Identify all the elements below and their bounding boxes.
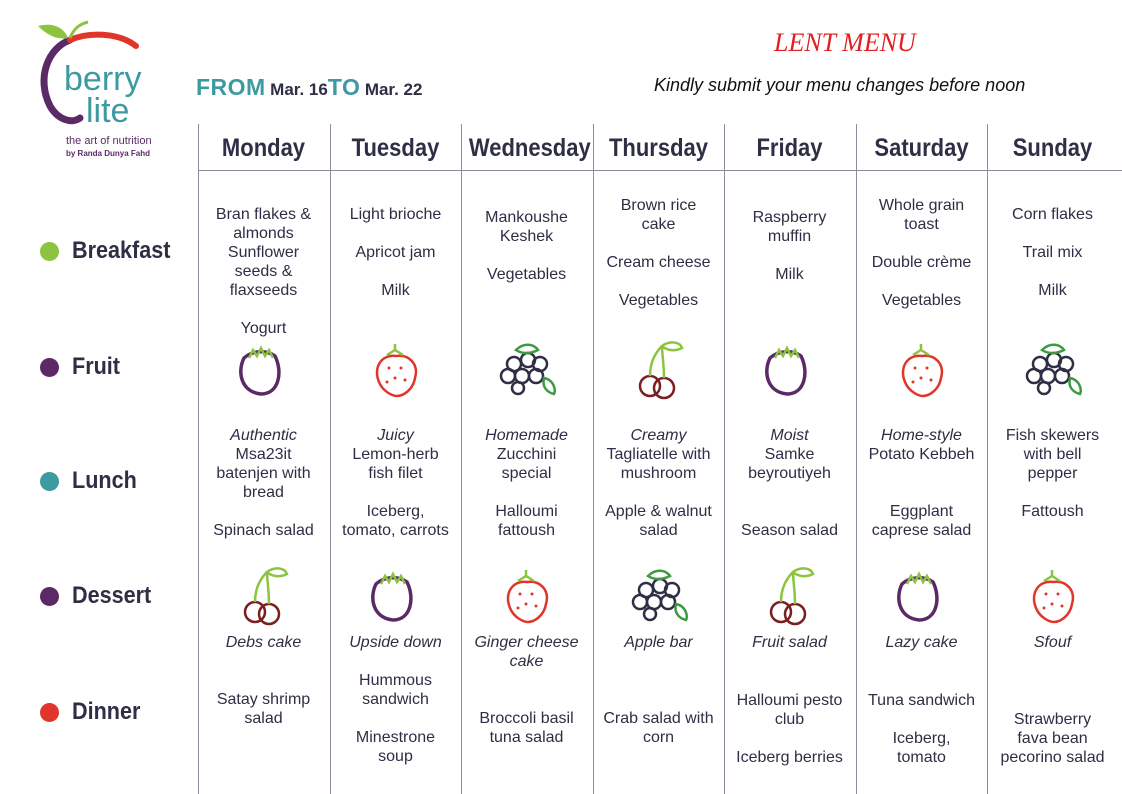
brand-name-top: berry [64, 60, 142, 98]
dinner-cell-thursday: Crab salad with corn [603, 710, 714, 746]
breakfast-cell-tuesday: Light brioche Apricot jam Milk [349, 206, 442, 299]
row-label-dessert: Dessert [40, 581, 160, 611]
breakfast-cell-saturday: Whole grain toast Double crème Vegetables [871, 197, 972, 309]
grapes-icon [494, 338, 560, 404]
strawberry-icon [494, 564, 560, 630]
strawberry-icon [1020, 564, 1086, 630]
dessert-cell-monday: Debs cake [225, 634, 302, 651]
breakfast-cell-wednesday: Mankoushe Keshek Vegetables [485, 209, 568, 283]
dessert-cell-thursday: Apple bar [624, 634, 693, 651]
fig-icon [889, 564, 955, 630]
grapes-icon [626, 564, 692, 630]
header-divider [198, 170, 1122, 171]
fig-icon [757, 338, 823, 404]
dinner-cell-saturday: Tuna sandwich Iceberg, tomato [867, 692, 976, 766]
fig-icon [231, 338, 297, 404]
to-label: TO [327, 74, 361, 100]
from-label: FROM [196, 74, 266, 100]
cherry-icon [757, 564, 823, 630]
day-header-saturday: Saturday [874, 134, 969, 162]
date-range [196, 74, 422, 101]
lunch-cell-sunday: Fish skewers with bell pepper Fattoush [1005, 427, 1100, 520]
row-label-lunch: Lunch [40, 466, 144, 496]
menu-title: LENT MENU [774, 28, 916, 57]
lunch-cell-tuesday: Juicy Lemon-herb fish filet Iceberg, tomato, carrots [342, 427, 449, 539]
lunch-cell-friday: Moist Samke beyroutiyeh Season salad [741, 427, 838, 539]
cherry-icon [626, 338, 692, 404]
dinner-cell-sunday: Strawberry fava bean pecorino salad [1000, 711, 1105, 766]
strawberry-icon [889, 338, 955, 404]
day-header-thursday: Thursday [608, 134, 709, 162]
day-header-tuesday: Tuesday [351, 134, 440, 162]
day-header-wednesday: Wednesday [468, 134, 591, 162]
dessert-cell-wednesday: Ginger cheese cake [474, 634, 579, 670]
from-date: Mar. 16 [270, 80, 328, 99]
grapes-icon [1020, 338, 1086, 404]
breakfast-cell-friday: Raspberry muffin Milk [752, 209, 827, 283]
dinner-cell-wednesday: Broccoli basil tuna salad [479, 710, 574, 746]
fruit-dot-icon [40, 358, 59, 377]
row-label-breakfast: Breakfast [40, 236, 181, 266]
dinner-cell-monday: Satay shrimp salad [216, 691, 311, 727]
lunch-dot-icon [40, 472, 59, 491]
dessert-cell-sunday: Sfouf [1033, 634, 1072, 651]
breakfast-cell-monday: Bran flakes & almonds Sunflower seeds & flaxseeds Yogurt [215, 206, 312, 337]
dessert-cell-friday: Fruit salad [752, 634, 827, 651]
strawberry-icon [363, 338, 429, 404]
row-label-fruit: Fruit [40, 352, 125, 382]
notice-text: Kindly submit your menu changes before noon [654, 75, 1026, 95]
dinner-cell-friday: Halloumi pesto club Iceberg berries [736, 692, 843, 766]
lunch-cell-monday: Authentic Msa23it batenjen with bread Spinach salad [213, 427, 314, 539]
brand-logo [28, 18, 168, 168]
brand-tagline: the art of nutrition [66, 135, 152, 147]
dinner-cell-tuesday: Hummous sandwich Minestrone soup [355, 672, 436, 765]
day-header-monday: Monday [221, 134, 306, 162]
breakfast-cell-thursday: Brown rice cake Cream cheese Vegetables [606, 197, 711, 309]
brand-name-bottom: lite [86, 92, 130, 130]
day-header-sunday: Sunday [1012, 134, 1093, 162]
dessert-cell-tuesday: Upside down [349, 634, 442, 651]
cherry-icon [231, 564, 297, 630]
berry-logo-icon [28, 18, 168, 138]
fig-icon [363, 564, 429, 630]
to-date: Mar. 22 [364, 80, 423, 99]
brand-byline: by Randa Dunya Fahd [66, 149, 151, 158]
dessert-dot-icon [40, 587, 59, 606]
breakfast-cell-sunday: Corn flakes Trail mix Milk [1012, 206, 1093, 299]
lunch-cell-thursday: Creamy Tagliatelle with mushroom Apple & walnut salad [605, 427, 712, 539]
dinner-dot-icon [40, 703, 59, 722]
breakfast-dot-icon [40, 242, 59, 261]
lunch-cell-wednesday: Homemade Zucchini special Halloumi fattoush [485, 427, 568, 539]
dessert-cell-saturday: Lazy cake [885, 634, 958, 651]
row-label-dinner: Dinner [40, 697, 148, 727]
lunch-cell-saturday: Home-style Potato Kebbeh Eggplant caprese salad [868, 427, 975, 539]
day-header-friday: Friday [756, 134, 823, 162]
